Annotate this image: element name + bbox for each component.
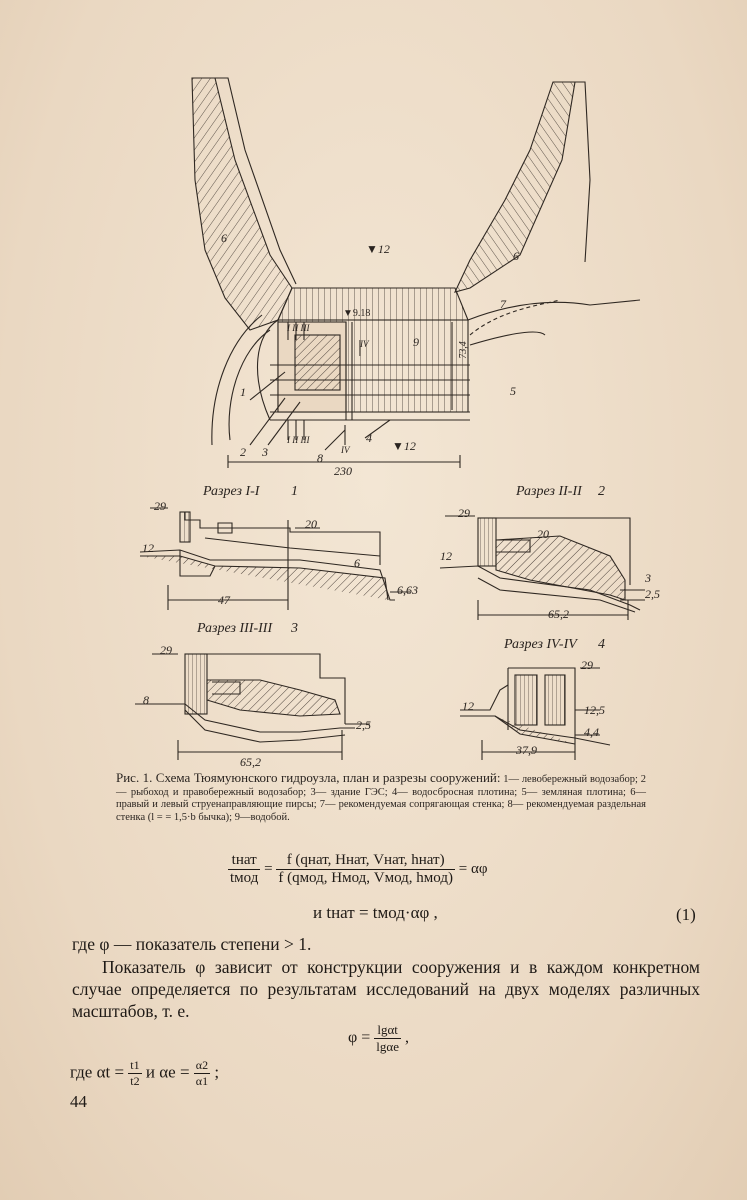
plan-label-2: 2	[240, 445, 246, 459]
formula-3-a2: α2	[195, 1058, 209, 1072]
s2-elev-2-5: 2,5	[645, 587, 660, 601]
s4-elev-4-4: 4,4	[584, 725, 599, 739]
formula-2-lhs: φ =	[348, 1029, 371, 1047]
formula-1-lhs	[228, 852, 260, 887]
formula-1-rhs: = αφ	[458, 860, 488, 877]
formula-2-frac	[374, 1022, 401, 1055]
formula-2-num: lgαt	[374, 1022, 401, 1039]
formula-2-den: lgαe	[376, 1039, 399, 1054]
formula-1-number: (1)	[676, 905, 696, 924]
plan-label-3: 3	[262, 445, 268, 459]
s3-elev-29: 29	[160, 643, 172, 657]
formula-3: где αt = $\frac{t1}{t2}$ и αe = $\frac{\alpha 2}{\alpha 1}$ ;	[70, 1058, 220, 1088]
section-4-number: 4	[598, 637, 605, 652]
plan-label-6-left: 6	[221, 231, 227, 245]
section-3-title: Разрез III-III	[197, 621, 273, 636]
formula-3-t-frac	[128, 1058, 141, 1089]
section-2-title: Разрез II-II	[516, 484, 582, 499]
formula-3-t1: t1	[130, 1058, 140, 1072]
figure-caption	[116, 772, 646, 824]
formula-1-mid-num: f (qнат, Hнат, Vнат, hнат)	[276, 852, 455, 870]
caption-body: 1— левобережный водозабор; 2— рыбоход и правобережный водозабор; 3— здание ГЭС; 4— водосбросная плотина; 5— земляная плотина; 6— правый и левый струенаправляющие пирсы; 7— рекомендуемая сопрягающая стенка; 8— рекомендуемая раздельная стенка (l = = 1,5·b бычка); 9—водобой.	[116, 774, 647, 823]
plan-section-marks-top: I II III	[287, 323, 310, 333]
formula-1-line2: и tнат = tмод·αφ ,	[313, 903, 438, 922]
plan-elev-918: ▼9.18	[343, 308, 371, 319]
plan-label-7: 7	[500, 297, 506, 311]
formula-3-t2: t2	[130, 1074, 140, 1088]
plan-section-iv-top: IV	[360, 339, 369, 349]
s2-elev-3: 3	[645, 571, 651, 585]
formula-2: φ = $\frac{\lg\alpha t}{\lg\alpha e}$ ,	[348, 1022, 409, 1054]
plan-label-8: 8	[317, 451, 323, 465]
plan-label-6-right: 6	[513, 249, 519, 263]
page-number: 44	[70, 1092, 87, 1111]
s3-dim: 65,2	[240, 755, 261, 769]
formula-3-and: и	[145, 1062, 155, 1082]
s2-elev-29: 29	[458, 506, 470, 520]
section-4-title: Разрез IV-IV	[504, 637, 577, 652]
s2-elev-20: 20	[537, 527, 549, 541]
s1-elev-6: 6	[354, 556, 360, 570]
s2-elev-12: 12	[440, 549, 452, 563]
plan-section-iv-bottom: IV	[341, 445, 350, 455]
plan-elev-12-top: ▼12	[366, 242, 390, 256]
formula-1-mid-den: f (qмод, Hмод, Vмод, hмод)	[278, 870, 453, 886]
section-1-number: 1	[291, 484, 298, 499]
formula-3-at: αt =	[96, 1062, 125, 1082]
formula-3-a-frac	[194, 1058, 210, 1089]
plan-label-9: 9	[413, 335, 419, 349]
s3-elev-8: 8	[143, 693, 149, 707]
s3-elev-2-5: 2,5	[356, 718, 371, 732]
plan-dim-230: 230	[334, 464, 352, 478]
plan-label-5: 5	[510, 384, 516, 398]
formula-3-prefix: где	[70, 1062, 93, 1082]
s1-elev-6-63: 6,63	[397, 583, 418, 597]
paragraph-2: Показатель φ зависит от конструкции сооружения и в каждом конкретном случае определяется по результатам исследований на двух моделях различных масштабов, т. е.	[72, 957, 700, 1021]
formula-1-mid	[276, 852, 455, 887]
section-2-number: 2	[598, 484, 605, 499]
s2-dim: 65,2	[548, 607, 569, 621]
plan-label-4: 4	[366, 431, 372, 445]
caption-heading: Рис. 1. Схема Тюямуюнского гидроузла, план и разрезы сооружений:	[116, 770, 501, 785]
formula-3-ae: αe =	[159, 1062, 190, 1082]
s4-elev-29: 29	[581, 658, 593, 672]
s4-dim: 37,9	[516, 743, 537, 757]
plan-section-marks-bottom: I II III	[287, 435, 310, 445]
section-1-title: Разрез I-I	[203, 484, 260, 499]
s1-dim: 47	[218, 593, 230, 607]
s1-elev-20: 20	[305, 517, 317, 531]
formula-1-lhs-den: tмод	[230, 870, 259, 886]
paragraph-1: где φ — показатель степени > 1.	[72, 934, 312, 954]
s1-elev-12: 12	[142, 541, 154, 555]
s4-elev-12-5: 12,5	[584, 703, 605, 717]
plan-label-1: 1	[240, 385, 246, 399]
section-3-number: 3	[291, 621, 298, 636]
formula-1-lhs-num: tнат	[228, 852, 260, 870]
s4-elev-12: 12	[462, 699, 474, 713]
formula-3-a1: α1	[195, 1074, 209, 1088]
formula-1: $\frac{\text{tнат}}{\text{tмод}}$ = $\frac{\text{f (qнат, Hнат, Vнат, hнат)}}{\text{f (qмод, Hмод, Vмод, hмод)}}$ = αφ	[230, 852, 488, 886]
plan-dim-73-4: 73,4	[457, 341, 469, 359]
s1-elev-29: 29	[154, 499, 166, 513]
plan-elev-12-bottom: ▼12	[392, 439, 416, 453]
